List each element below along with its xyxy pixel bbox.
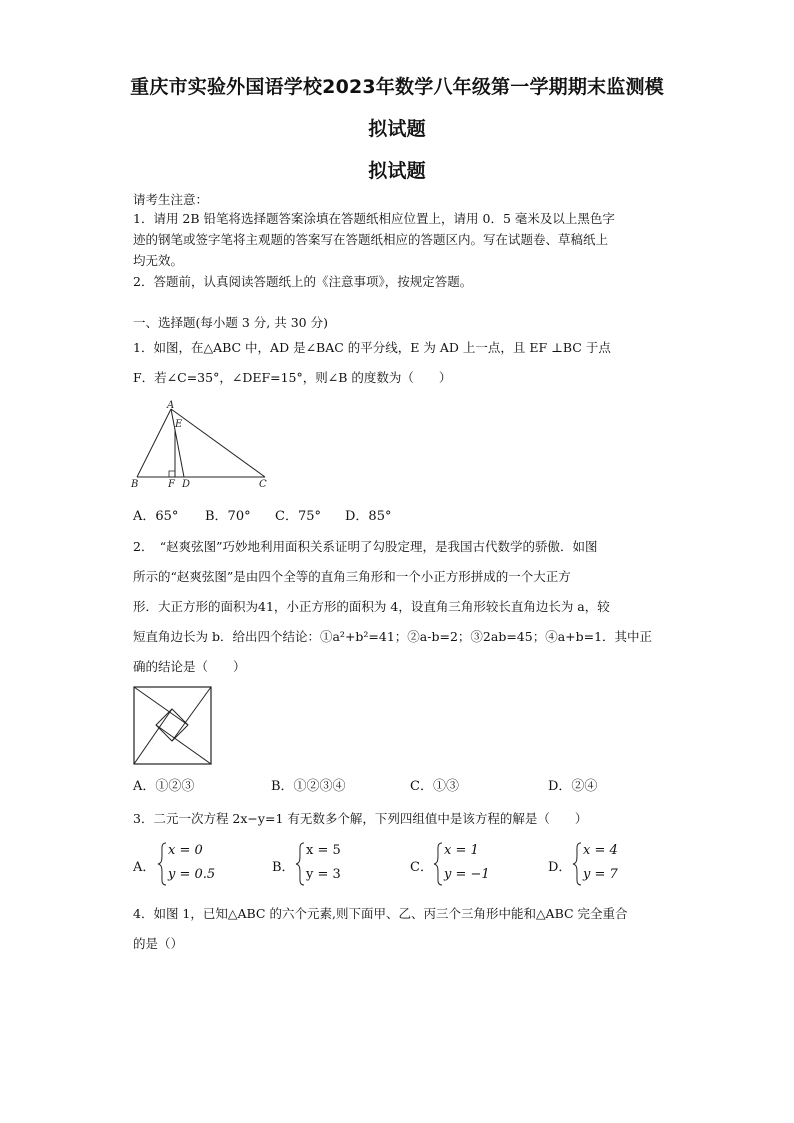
page-title-line1: 重庆市实验外国语学校2023年数学八年级第一学期期末监测模 [130,76,664,98]
triangle-edge-3 [156,725,211,764]
q3-text-line-1: 3．二元一次方程 2x−y=1 有无数多个解，下列四组值中是该方程的解是（ ） [133,811,588,826]
q2-text-line-3: 形．大正方形的面积为41，小正方形的面积为 4，设直角三角形较长直角边长为 a，较 [133,599,610,614]
q2-option-c[interactable]: C．①③ [410,779,459,794]
q3-option-b-label: B． [272,860,295,875]
q3-option-c-row2: y = −1 [444,867,490,882]
q3-option-c-row1: x = 1 [444,843,479,858]
q3-option-d-label: D． [548,860,572,875]
q2-zhaoshuang-diagram [133,686,213,766]
large-square [134,687,211,764]
brace-icon [572,842,582,886]
segment-ac [171,409,265,477]
q3-option-b-row2: y = 3 [306,867,341,882]
notice-line-2: 迹的钢笔或签字笔将主观题的答案写在答题纸相应的答题区内。写在试题卷、草稿纸上 [133,232,609,247]
q2-option-a[interactable]: A．①②③ [133,779,195,794]
segment-ab [137,409,171,477]
q3-option-d-row1: x = 4 [583,843,618,858]
point-label-e: E [175,419,183,430]
q2-text-line-2: 所示的“赵爽弦图”是由四个全等的直角三角形和一个小正方形拼成的一个大正方 [133,569,571,584]
q2-option-d[interactable]: D．②④ [548,779,598,794]
notice-line-4: 2．答题前，认真阅读答题纸上的《注意事项》，按规定答题。 [133,274,473,289]
q3-option-d-row2: y = 7 [583,867,618,882]
brace-icon [157,842,167,886]
q2-text-line-5: 确的结论是（ ） [133,659,246,674]
page-title-line3: 拟试题 [368,160,426,182]
notice-heading: 请考生注意： [133,192,209,207]
q1-option-c[interactable]: C．75° [275,509,321,524]
q4-text-line-1: 4．如图 1，已知△ABC 的六个元素,则下面甲、乙、丙三个三角形中能和△ABC 完全重合 [133,906,628,921]
notice-line-3: 均无效。 [133,253,184,268]
q1-option-b[interactable]: B．70° [205,509,251,524]
vertex-label-c: C [259,479,267,490]
right-angle-mark [169,471,175,477]
triangle-edge-4 [134,709,172,764]
q1-triangle-figure [128,398,278,490]
page-title-line2: 拟试题 [368,118,426,140]
q3-option-a-row2: y = 0.5 [168,867,216,882]
q3-option-a-row1: x = 0 [168,843,203,858]
vertex-label-b: B [131,479,139,490]
q2-text-line-1: 2． “赵爽弦图”巧妙地利用面积关系证明了勾股定理，是我国古代数学的骄傲．如图 [133,539,598,554]
q3-option-b-row1: x = 5 [306,843,341,858]
point-label-d: D [182,479,191,490]
q2-text-line-4: 短直角边长为 b．给出四个结论：①a²+b²=41；②a-b=2；③2ab=45；④a+b=1．其中正 [133,629,653,644]
q4-text-line-2: 的是（） [133,936,184,951]
triangle-edge-2 [172,687,211,741]
section-heading: 一、选择题(每小题 3 分, 共 30 分) [133,315,328,330]
q1-text-line-1: 1．如图，在△ABC 中，AD 是∠BAC 的平分线，E 为 AD 上一点，且 EF ⊥BC 于点 [133,340,611,355]
vertex-label-a: A [167,400,175,411]
q1-text-line-2: F．若∠C=35°，∠DEF=15°，则∠B 的度数为（ ） [133,370,452,385]
brace-icon [433,842,443,886]
notice-line-1: 1．请用 2B 铅笔将选择题答案涂填在答题纸相应位置上，请用 0．5 毫米及以上黑色字 [133,211,615,226]
brace-icon [295,842,305,886]
q3-option-c-label: C． [410,860,433,875]
point-label-f: F [168,479,175,490]
q2-option-b[interactable]: B．①②③④ [271,779,346,794]
q1-option-a[interactable]: A．65° [133,509,179,524]
q1-option-d[interactable]: D．85° [345,509,392,524]
q3-option-a-label: A． [133,860,156,875]
